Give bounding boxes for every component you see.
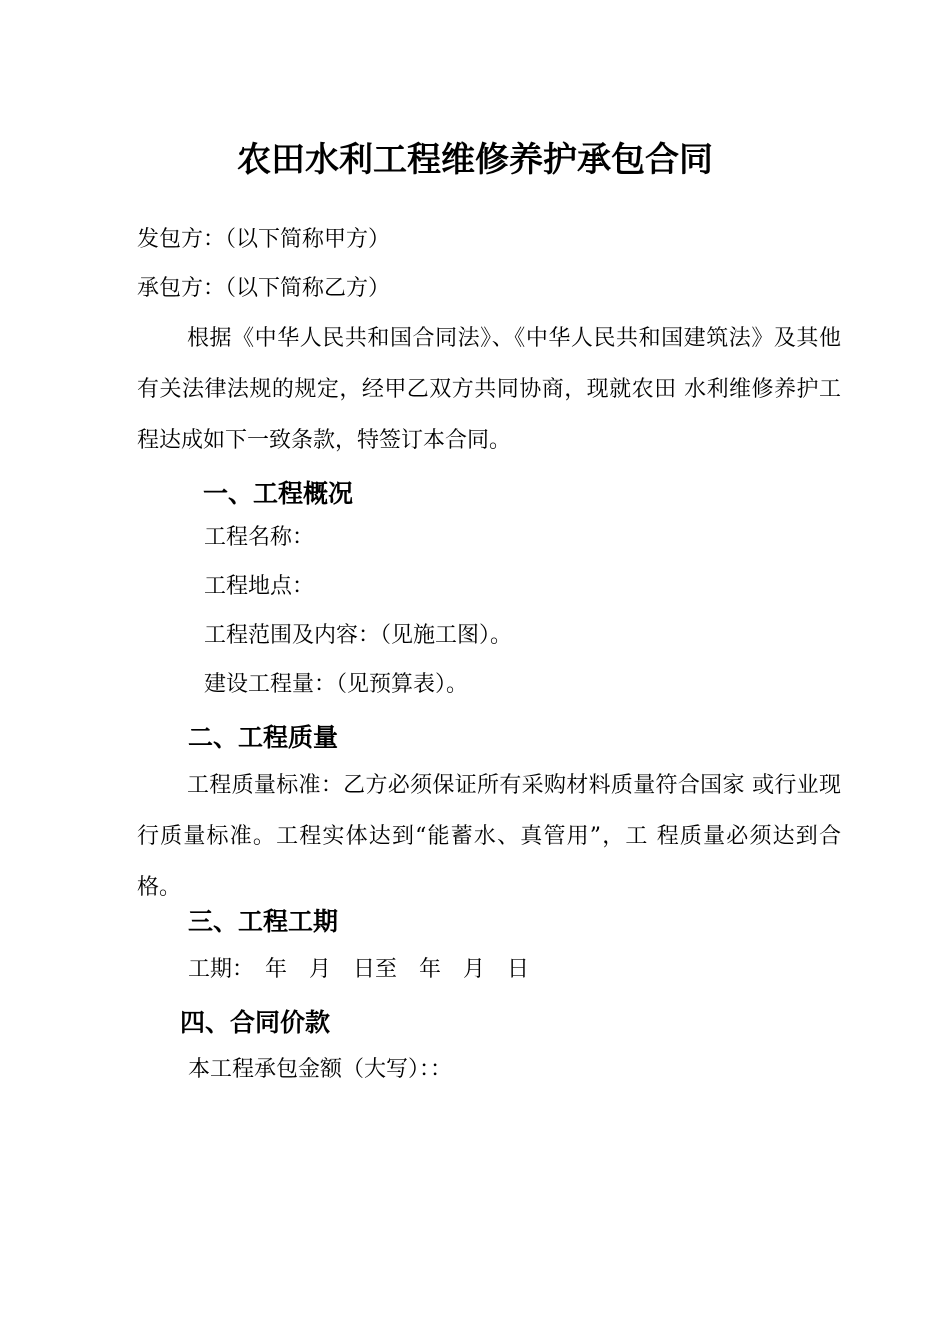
quality-paragraph: 工程质量标准：乙方必须保证所有采购材料质量符合国家 或行业现行质量标准。工程实体达到“能蓄水、真管用”，工 程质量必须达到合格。: [137, 773, 841, 900]
project-quantity-line: 建设工程量：（见预算表）。: [204, 672, 469, 697]
project-scope-line: 工程范围及内容：（见施工图）。: [204, 623, 513, 648]
amount-line: 本工程承包金额（大写）：：: [188, 1057, 453, 1082]
section4-heading: 四、合同价款: [180, 1008, 331, 1037]
project-name-line: 工程名称：: [204, 525, 315, 550]
intro-paragraph: 根据《中华人民共和国合同法》、《中华人民共和国建筑法》及其他有关法律法规的规定，经甲乙双方共同协商，现就农田 水利维修养护工程达成如下一致条款，特签订本合同。: [137, 326, 841, 453]
section1-heading: 一、工程概况: [203, 479, 354, 508]
party-b-line: 承包方：（以下简称乙方）: [137, 276, 391, 301]
section2-heading: 二、工程质量: [188, 723, 339, 752]
project-location-line: 工程地点：: [204, 574, 315, 599]
party-a-line: 发包方：（以下简称甲方）: [137, 227, 391, 252]
section3-heading: 三、工程工期: [188, 907, 339, 936]
period-line: 工期： 年 月 日至 年 月 日: [188, 957, 530, 982]
document-title: 农田水利工程维修养护承包合同: [237, 140, 713, 180]
